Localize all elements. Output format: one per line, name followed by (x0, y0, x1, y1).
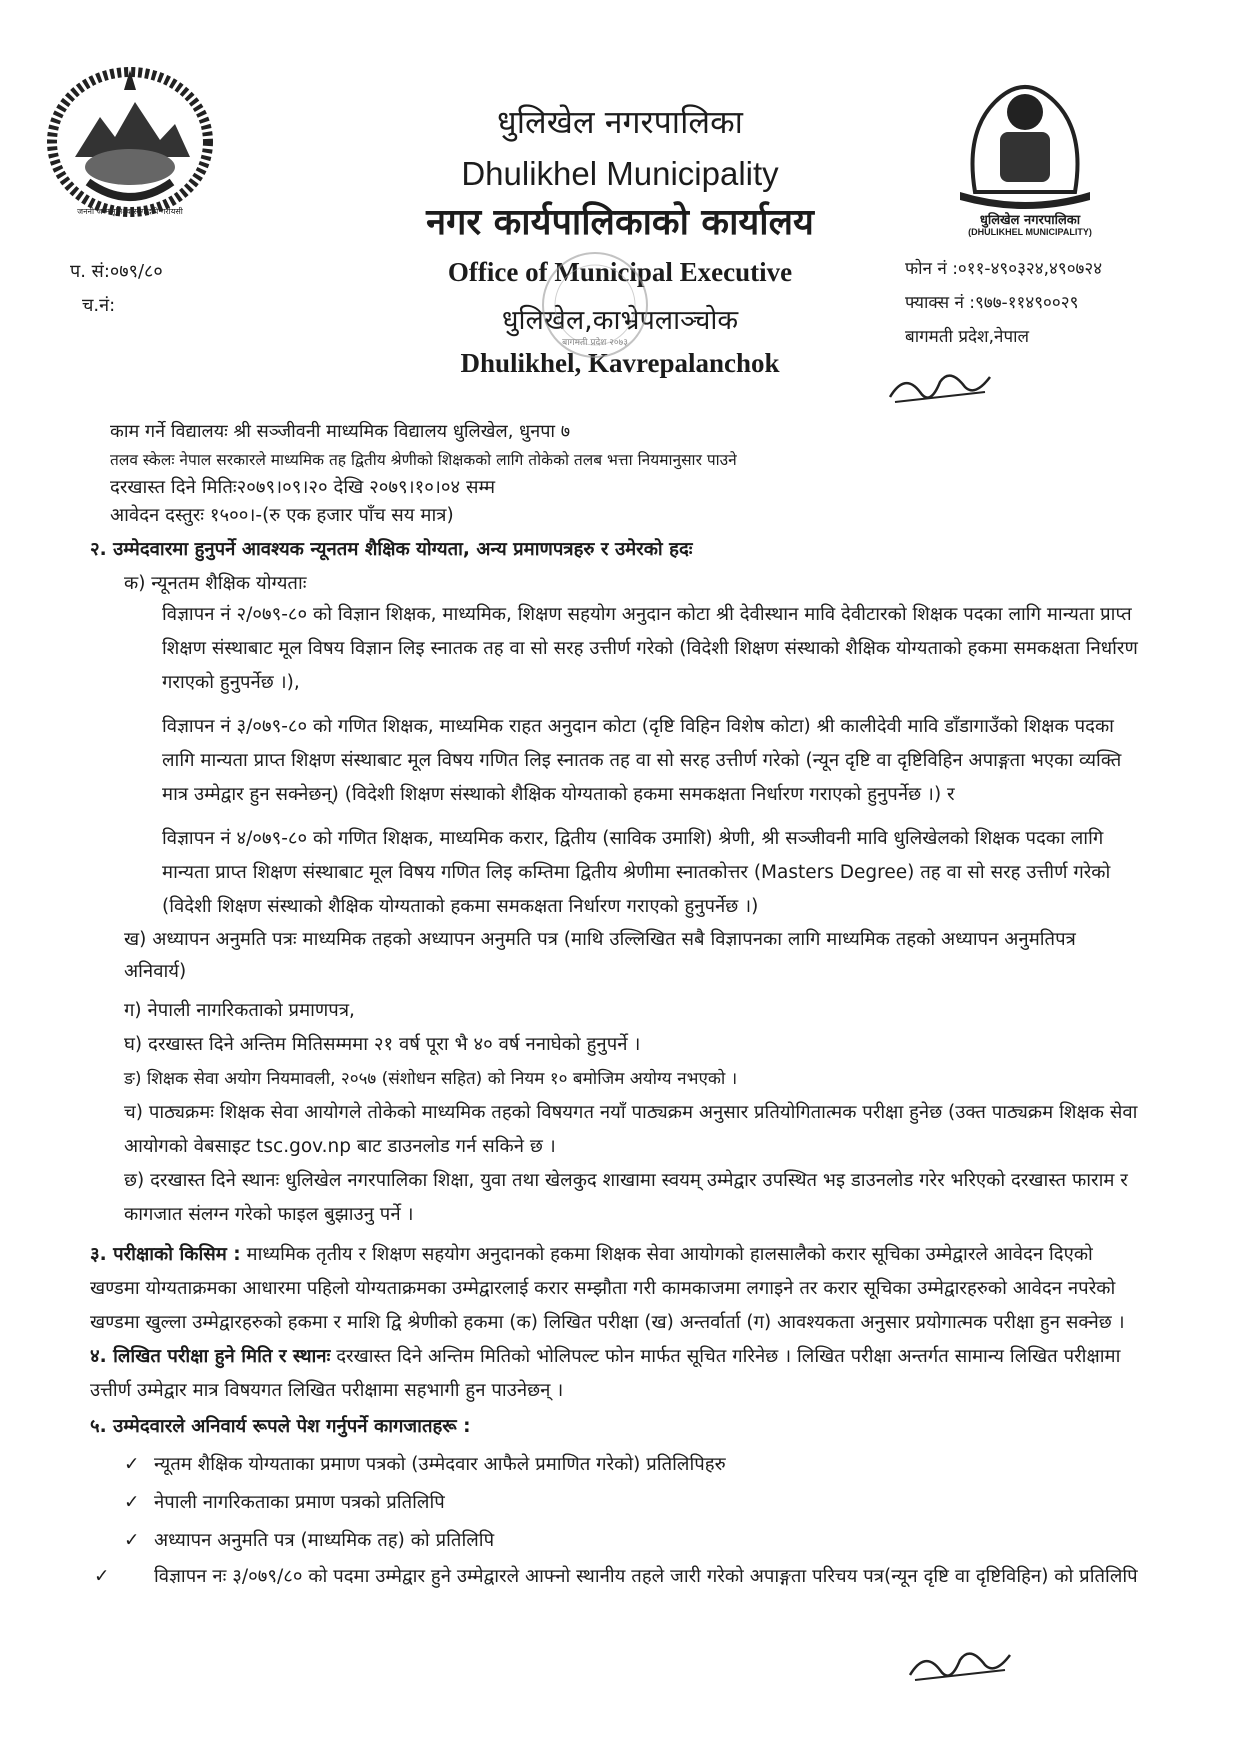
check-icon: ✓ (124, 1492, 140, 1513)
section2-ga: ग) नेपाली नागरिकताको प्रमाणपत्र, (124, 1000, 355, 1021)
phone-number: फोन नं :०११-४९०३२४,४९०७२४ (905, 259, 1103, 279)
section2-chha: छ) दरखास्त दिने स्थानः धुलिखेल नगरपालिका शिक्षा, युवा तथा खेलकुद शाखामा स्वयम् उम्मेद्वार उपस्थित भइ डाउनलोड गरेर भरिएको दरखास्त फाराम र कागजात संलग्न गरेको फाइल बुझाउनु पर्ने । (124, 1170, 1128, 1225)
section4-text: दरखास्त दिने अन्तिम मितिको भोलिपल्ट फोन मार्फत सूचित गरिनेछ । लिखित परीक्षा अन्तर्गत सामान्य लिखित परीक्षामा उत्तीर्ण उम्मेद्वार मात्र विषयगत लिखित परीक्षामा सहभागी हुन पाउनेछन् । (90, 1346, 1121, 1401)
place-en: Dhulikhel, Kavrepalanchok (460, 348, 780, 378)
municipality-logo-label: धुलिखेल नगरपालिका (979, 213, 1081, 228)
info-date: दरखास्त दिने मितिः२०७९।०९।२० देखि २०७९।१०।०४ सम्म (110, 477, 496, 498)
section5-item (110, 1446, 1140, 1484)
info-fee: आवेदन दस्तुरः १५००।-(रु एक हजार पाँच सय मात्र) (110, 505, 454, 526)
contact-block (905, 252, 1102, 354)
stamp-text: बागमती प्रदेश २०७३ (562, 338, 628, 348)
section5-item (110, 1484, 1140, 1522)
section3 (90, 1238, 1140, 1340)
section2-ka-label: क) न्यूनतम शैक्षिक योग्यताः (124, 573, 307, 594)
section5-item-text: विज्ञापन नः ३/०७९/८० को पदमा उम्मेद्वार हुने उम्मेद्वारले आफ्नो स्थानीय तहले जारी गरेको अपाङ्गता परिचय पत्र(न्यून दृष्टि वा दृष्टिविहिन) को प्रतिलिपि (154, 1566, 1138, 1587)
signature-bottom (905, 1640, 1015, 1690)
section2-ka-para1: विज्ञापन नं २/०७९-८० को विज्ञान शिक्षक, माध्यमिक, शिक्षण सहयोग अनुदान कोटा श्री देवीस्थान मावि देवीटारको शिक्षक पदका लागि मान्यता प्राप्त शिक्षण संस्थाबाट मूल विषय विज्ञान लिइ स्नातक तह वा सो सरह उत्तीर्ण गरेको (विदेशी शिक्षण संस्थाको शैक्षिक योग्यताको हकमा समकक्षता निर्धारण गराएको हुनुपर्नेछ ।), (162, 604, 1138, 693)
section5-title: ५. उम्मेदवारले अनिवार्य रूपले पेश गर्नुपर्ने कागजातहरू : (90, 1416, 471, 1437)
letter-number: प. सं:०७९/८० (70, 261, 163, 282)
section2-nga: ङ) शिक्षक सेवा अयोग नियमावली, २०५७ (संशोधन सहित) को नियम १० बमोजिम अयोग्य नभएको । (124, 1069, 738, 1089)
section2-ka-para2: विज्ञापन नं ३/०७९-८० को गणित शिक्षक, माध्यमिक राहत अनुदान कोटा (दृष्टि विहिन विशेष कोटा) श्री कालीदेवी मावि डाँडागाउँको शिक्षक पदका लागि मान्यता प्राप्त शिक्षण संस्थाबाट मूल विषय गणित लिइ स्नातक तह वा सो सरह उत्तीर्ण गरेको (न्यून दृष्टि वा दृष्टिविहिन अपाङ्गता भएका व्यक्ति मात्र उम्मेद्वार हुन सक्नेछन्) (विदेशी शिक्षण संस्थाको शैक्षिक योग्यताको हकमा समकक्षता निर्धारण गराएको हुनुपर्नेछ ।) र (162, 716, 1122, 805)
section5-item-text: न्यूतम शैक्षिक योग्यताका प्रमाण पत्रको (उम्मेदवार आफैले प्रमाणित गरेको) प्रतिलिपिहरु (154, 1454, 726, 1475)
office-stamp (530, 245, 660, 365)
section2-gha: घ) दरखास्त दिने अन्तिम मितिसम्ममा २१ वर्ष पूरा भै ४० वर्ष ननाघेको हुनुपर्ने । (124, 1034, 641, 1055)
section5-item-text: नेपाली नागरिकताका प्रमाण पत्रको प्रतिलिपि (154, 1492, 445, 1513)
province: बागमती प्रदेश,नेपाल (905, 327, 1030, 347)
section2-ka-para3: विज्ञापन नं ४/०७९-८० को गणित शिक्षक, माध्यमिक करार, द्वितीय (साविक उमाशि) श्रेणी, श्री सञ्जीवनी मावि धुलिखेलको शिक्षक पदका लागि मान्यता प्राप्त शिक्षण संस्थाबाट मूल विषय गणित लिइ कम्तिमा द्वितीय श्रेणीमा स्नातकोत्तर (Masters Degree) तह वा सो सरह उत्तीर्ण गरेको (विदेशी शिक्षण संस्थाको शैक्षिक योग्यताको हकमा समकक्षता निर्धारण गराएको हुनुपर्नेछ ।) (162, 828, 1111, 917)
signature-top (885, 362, 995, 412)
section2-kha: ख) अध्यापन अनुमति पत्रः माध्यमिक तहको अध्यापन अनुमति पत्र (माथि उल्लिखित सबै विज्ञापनका लागि माध्यमिक तहको अध्यापन अनुमतिपत्र अनिवार्य) (124, 929, 1076, 982)
fax-number: फ्याक्स नं :९७७-११४९००२९ (905, 293, 1079, 313)
place-np: धुलिखेल,काभ्रेपलाञ्चोक (501, 305, 739, 336)
info-school: काम गर्ने विद्यालयः श्री सञ्जीवनी माध्यमिक विद्यालय धुलिखेल, धुनपा ७ (110, 421, 571, 442)
section5-item (94, 1560, 1140, 1594)
section5-item-text: अध्यापन अनुमति पत्र (माध्यमिक तह) को प्रतिलिपि (154, 1530, 495, 1551)
section3-text: माध्यमिक तृतीय र शिक्षण सहयोग अनुदानको हकमा शिक्षक सेवा आयोगको हालसालैको करार सूचिका उम्मेद्वारले आवेदन दिएको खण्डमा योग्यताक्रमका आधारमा पहिलो योग्यताक्रमका उम्मेद्वारलाई करार सम्झौता गरी कामकाजमा लगाइने तर करार सूचिका उम्मेद्वारहरुको आवेदन नपरेको खण्डमा खुल्ला उम्मेद्वारहरुको हकमा र माशि द्वि श्रेणीको हकमा (क) लिखित परीक्षा (ख) अन्तर्वार्ता (ग) आवश्यकता अनुसार प्रयोगात्मक परीक्षा हुन सक्नेछ । (90, 1244, 1125, 1333)
org-name-en: Dhulikhel Municipality (461, 155, 779, 192)
section3-title: ३. परीक्षाको किसिम : (90, 1244, 241, 1265)
section4 (90, 1340, 1140, 1408)
office-name-en: Office of Municipal Executive (447, 257, 793, 287)
section2-cha: च) पाठ्यक्रमः शिक्षक सेवा आयोगले तोकेको माध्यमिक तहको विषयगत नयाँ पाठ्यक्रम अनुसार प्रतियोगितात्मक परीक्षा हुनेछ (उक्त पाठ्यक्रम शिक्षक सेवा आयोगको वेबसाइट tsc.gov.np बाट डाउनलोड गर्न सकिने छ । (124, 1102, 1138, 1157)
municipality-logo-sublabel: (DHULIKHEL MUNICIPALITY) (968, 227, 1092, 237)
notice-body (90, 418, 1140, 1594)
check-icon: ✓ (124, 1530, 140, 1551)
emblem-motto: जननी जन्मभूमिश्च स्वर्गादपि गरीयसी (77, 207, 183, 216)
check-icon: ✓ (94, 1566, 110, 1587)
dispatch-number: च.नं: (82, 295, 116, 316)
info-salary: तलव स्केलः नेपाल सरकारले माध्यमिक तह द्वितीय श्रेणीको शिक्षकको लागि तोकेको तलब भत्ता नियमानुसार पाउने (110, 451, 737, 469)
reference-block (70, 255, 163, 323)
section2-heading: २. उम्मेदवारमा हुनुपर्ने आवश्यक न्यूनतम शैक्षिक योग्यता, अन्य प्रमाणपत्रहरु र उमेरको हदः (90, 539, 693, 560)
org-name-np: धुलिखेल नगरपालिका (497, 103, 743, 141)
check-icon: ✓ (124, 1454, 140, 1475)
office-name-np: नगर कार्यपालिकाको कार्यालय (426, 202, 814, 243)
section5-item (110, 1522, 1140, 1560)
section4-title: ४. लिखित परीक्षा हुने मिति र स्थानः (90, 1346, 331, 1367)
